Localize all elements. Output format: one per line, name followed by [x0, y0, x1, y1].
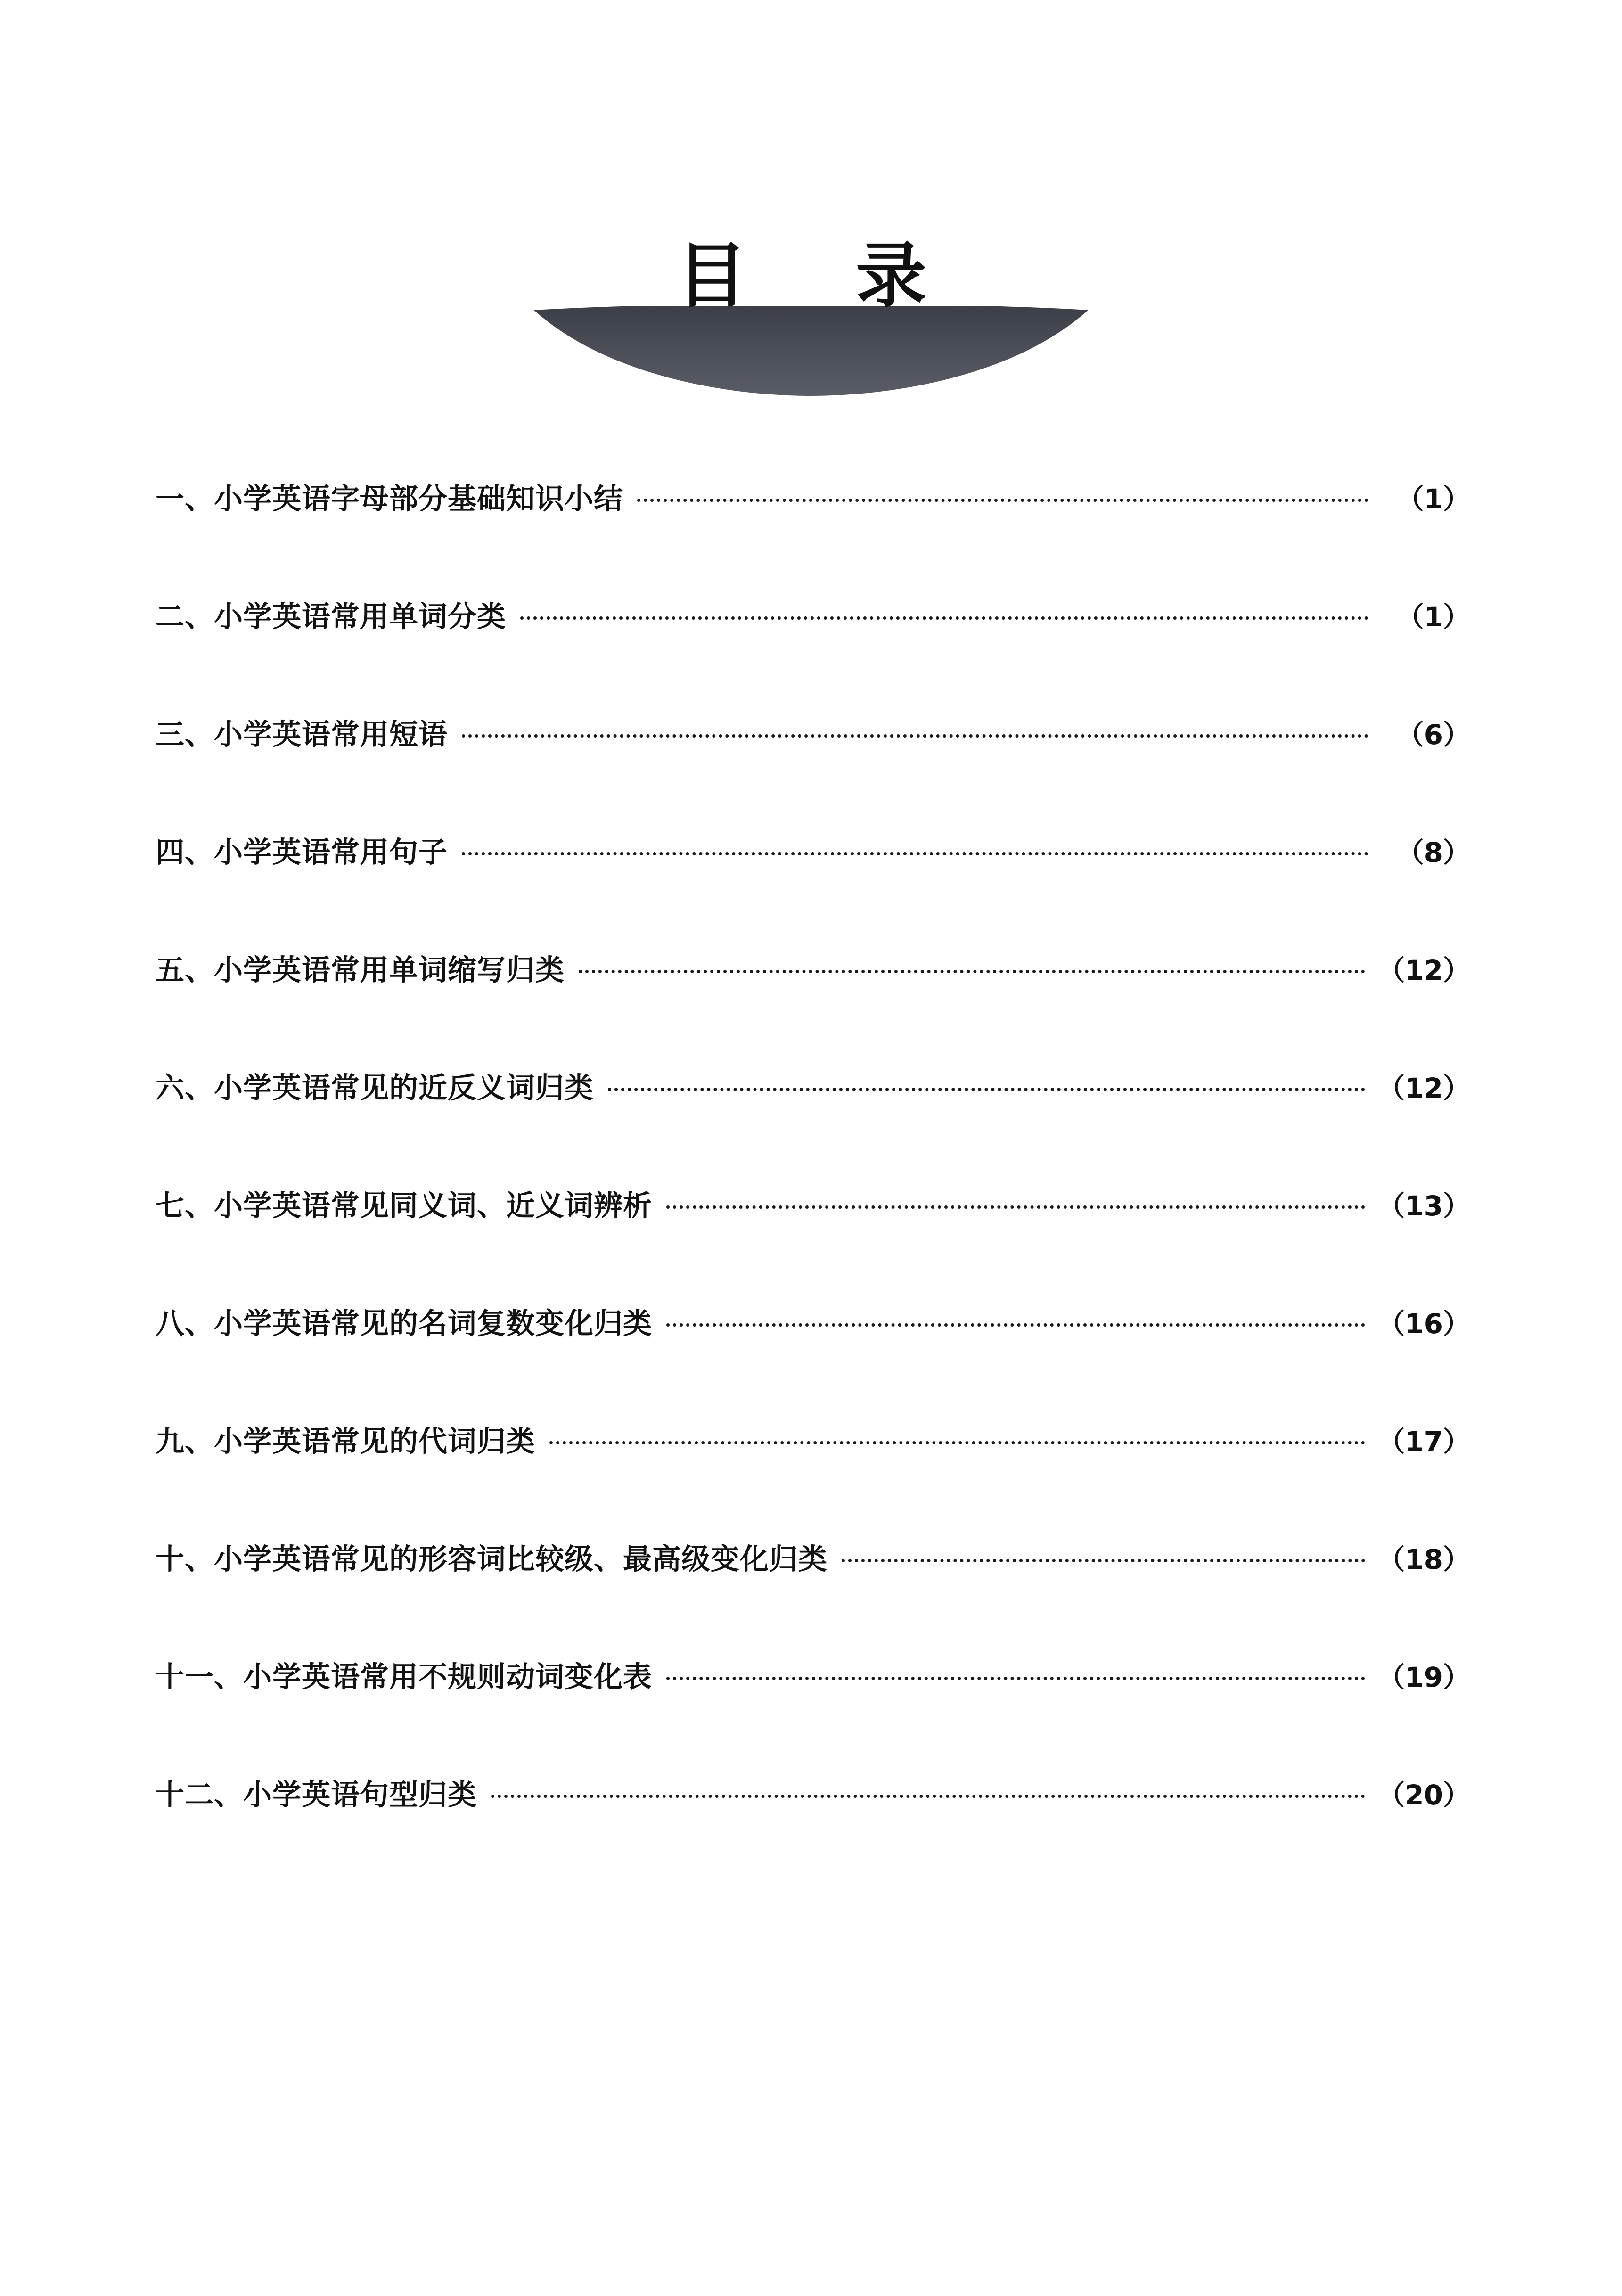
toc-entry-label: 十、小学英语常见的形容词比较级、最高级变化归类 — [156, 1542, 828, 1576]
toc-entry[interactable] — [156, 829, 1470, 947]
toc-leader-dots — [666, 1314, 1365, 1333]
toc-entry-page: （12） — [1377, 954, 1470, 986]
toc-leader-dots — [520, 607, 1368, 626]
toc-leader-dots — [462, 843, 1368, 862]
toc-entry-page: （8） — [1396, 836, 1470, 869]
toc-entry-page: （17） — [1377, 1426, 1470, 1458]
toc-entry-label: 二、小学英语常用单词分类 — [156, 600, 507, 633]
toc-leader-dots — [842, 1550, 1365, 1569]
page-title: 目 录 — [676, 234, 945, 317]
toc-entry[interactable] — [156, 947, 1470, 1065]
toc-entry-label: 八、小学英语常见的名词复数变化归类 — [156, 1307, 653, 1340]
toc-entry-page: （20） — [1377, 1779, 1470, 1811]
toc-entry-label: 十二、小学英语句型归类 — [156, 1778, 477, 1812]
toc-entry[interactable] — [156, 1772, 1470, 1890]
toc-entry-page: （12） — [1377, 1072, 1470, 1104]
toc-entry-label: 六、小学英语常见的近反义词归类 — [156, 1071, 594, 1105]
toc-entry-page: （1） — [1396, 483, 1470, 515]
toc-leader-dots — [608, 1079, 1365, 1098]
toc-entry-label: 一、小学英语字母部分基础知识小结 — [156, 482, 623, 516]
toc-entry[interactable] — [156, 1419, 1470, 1536]
table-of-contents — [156, 476, 1470, 1890]
toc-entry-page: （18） — [1377, 1543, 1470, 1575]
toc-leader-dots — [666, 1668, 1365, 1687]
toc-entry-page: （16） — [1377, 1308, 1470, 1340]
toc-leader-dots — [491, 1786, 1365, 1804]
toc-entry-label: 十一、小学英语常用不规则动词变化表 — [156, 1660, 653, 1694]
toc-entry-page: （13） — [1377, 1190, 1470, 1222]
toc-entry-page: （6） — [1396, 719, 1470, 751]
toc-entry-label: 九、小学英语常见的代词归类 — [156, 1425, 536, 1458]
toc-entry[interactable] — [156, 1536, 1470, 1654]
toc-leader-dots — [549, 1432, 1365, 1451]
toc-entry-label: 四、小学英语常用句子 — [156, 836, 448, 869]
toc-leader-dots — [637, 490, 1368, 508]
toc-entry[interactable] — [156, 712, 1470, 829]
toc-entry-label: 三、小学英语常用短语 — [156, 718, 448, 751]
toc-entry[interactable] — [156, 1183, 1470, 1301]
toc-entry-label: 七、小学英语常见同义词、近义词辨析 — [156, 1189, 653, 1222]
toc-entry[interactable] — [156, 476, 1470, 594]
title-ornament — [533, 306, 1089, 396]
toc-leader-dots — [666, 1197, 1365, 1215]
toc-leader-dots — [462, 725, 1368, 744]
toc-entry[interactable] — [156, 1065, 1470, 1183]
toc-entry[interactable] — [156, 1301, 1470, 1419]
toc-entry-page: （1） — [1396, 601, 1470, 633]
toc-entry[interactable] — [156, 1654, 1470, 1772]
toc-leader-dots — [579, 961, 1365, 980]
toc-entry[interactable] — [156, 594, 1470, 712]
toc-entry-page: （19） — [1377, 1661, 1470, 1693]
page-title-block — [0, 234, 1622, 317]
toc-entry-label: 五、小学英语常用单词缩写归类 — [156, 953, 565, 987]
